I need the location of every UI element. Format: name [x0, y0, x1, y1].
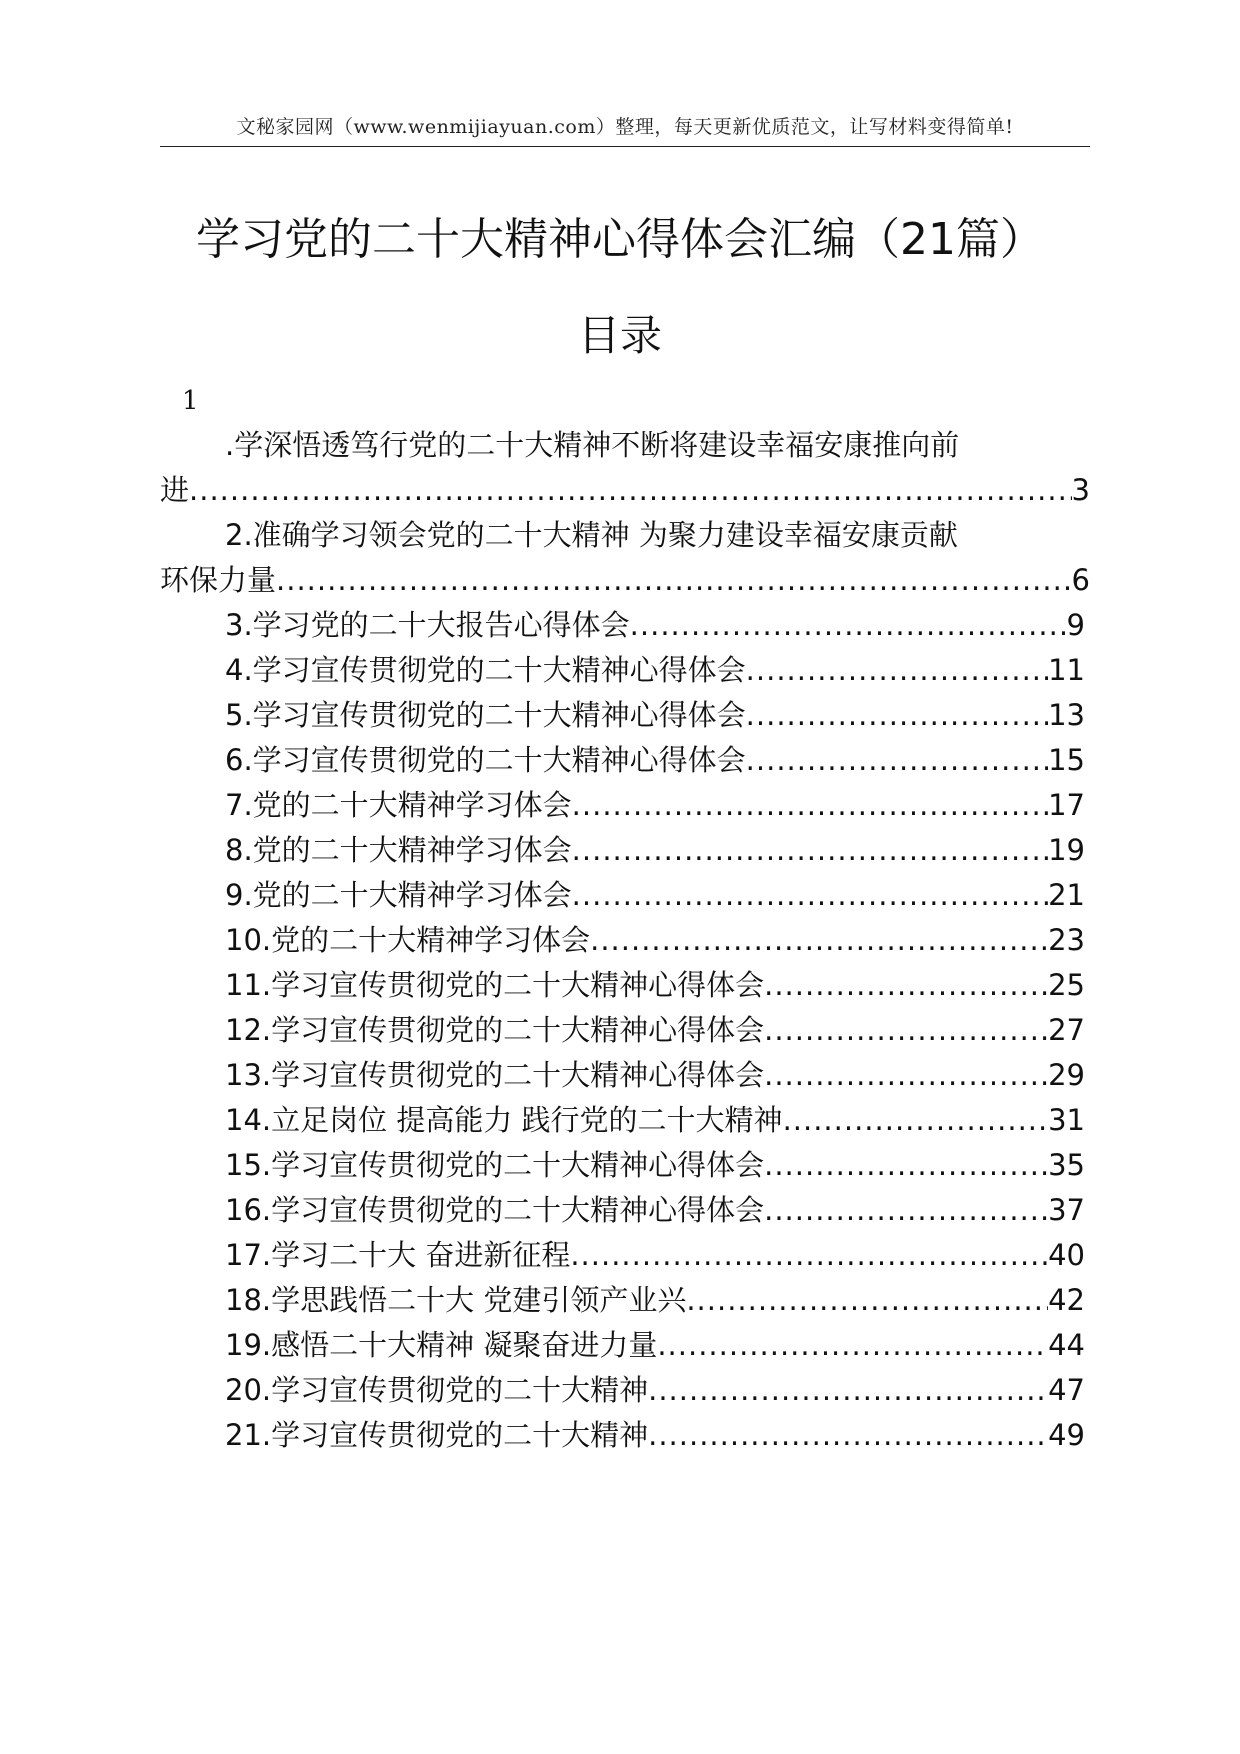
toc-heading: 目录 [577, 311, 662, 360]
toc-entry-page: 3 [1071, 473, 1090, 507]
toc-entry-page: 6 [1071, 563, 1090, 597]
dot-leader [572, 783, 1048, 828]
toc-entry-line [160, 423, 1090, 468]
toc-entry-1[interactable] [160, 423, 1090, 513]
dot-leader [590, 918, 1048, 963]
dot-leader [276, 558, 1072, 603]
toc-entry-title: 17.学习二十大 奋进新征程 [225, 1238, 571, 1272]
dot-leader [764, 1053, 1048, 1098]
toc-entry-17[interactable] [160, 1233, 1085, 1278]
dot-leader [189, 468, 1072, 513]
dot-leader [764, 963, 1048, 1008]
toc-entry-page: 37 [1048, 1193, 1085, 1227]
toc-entry-title: 15.学习宣传贯彻党的二十大精神心得体会 [225, 1148, 765, 1182]
toc-entry-title: 2.准确学习领会党的二十大精神 为聚力建设幸福安康贡献 [225, 518, 958, 552]
toc-entry-title: 12.学习宣传贯彻党的二十大精神心得体会 [225, 1013, 765, 1047]
toc-entry-6[interactable] [160, 738, 1085, 783]
toc-entry-page: 31 [1048, 1103, 1085, 1137]
toc-entry-page: 49 [1048, 1418, 1085, 1452]
toc-entry-title: 10.党的二十大精神学习体会 [225, 923, 591, 957]
toc-entry-title: 11.学习宣传贯彻党的二十大精神心得体会 [225, 968, 765, 1002]
toc-entry-15[interactable] [160, 1143, 1085, 1188]
document-title: 学习党的二十大精神心得体会汇编（21篇） [196, 214, 1044, 265]
toc-entry-page: 27 [1048, 1013, 1085, 1047]
toc-entry-title: 4.学习宣传贯彻党的二十大精神心得体会 [225, 653, 746, 687]
toc-entry-title: .学深悟透笃行党的二十大精神不断将建设幸福安康推向前 [225, 428, 960, 462]
toc-entry-9[interactable] [160, 873, 1085, 918]
toc-entry-title: 9.党的二十大精神学习体会 [225, 878, 572, 912]
toc-entry-line [160, 558, 1090, 603]
toc-entry-title: 5.学习宣传贯彻党的二十大精神心得体会 [225, 698, 746, 732]
toc-entry-title: 3.学习党的二十大报告心得体会 [225, 608, 630, 642]
toc-entry-page: 23 [1048, 923, 1085, 957]
toc-entry-10[interactable] [160, 918, 1085, 963]
dot-leader [630, 603, 1067, 648]
dot-leader [648, 1368, 1048, 1413]
toc-entry-title-cont: 进 [160, 473, 190, 507]
toc-entry-page: 11 [1048, 653, 1085, 687]
toc-entry-page: 25 [1048, 968, 1085, 1002]
toc-entry-21[interactable] [160, 1413, 1085, 1458]
page-header: 文秘家园网（www.wenmijiayuan.com）整理，每天更新优质范文，让写材料变得简单! [236, 116, 1014, 138]
toc-entry-19[interactable] [160, 1323, 1085, 1368]
toc-entry-3[interactable] [160, 603, 1085, 648]
dot-leader [570, 1233, 1048, 1278]
toc-entry-title-cont: 环保力量 [160, 563, 277, 597]
dot-leader [648, 1413, 1048, 1458]
toc-entry-page: 35 [1048, 1148, 1085, 1182]
table-of-contents [160, 423, 1090, 1458]
toc-entry-16[interactable] [160, 1188, 1085, 1233]
toc-entry-title: 6.学习宣传贯彻党的二十大精神心得体会 [225, 743, 746, 777]
dot-leader [657, 1323, 1048, 1368]
dot-leader [572, 873, 1048, 918]
toc-entry-14[interactable] [160, 1098, 1085, 1143]
header-rule [160, 146, 1090, 147]
toc-entry-13[interactable] [160, 1053, 1085, 1098]
dot-leader [746, 648, 1048, 693]
list-number: 1 [182, 386, 199, 416]
toc-entry-11[interactable] [160, 963, 1085, 1008]
toc-entry-page: 21 [1048, 878, 1085, 912]
dot-leader [746, 738, 1048, 783]
toc-entry-line [160, 513, 1090, 558]
toc-entry-page: 47 [1048, 1373, 1085, 1407]
toc-entry-page: 15 [1048, 743, 1085, 777]
toc-entry-8[interactable] [160, 828, 1085, 873]
dot-leader [764, 1188, 1048, 1233]
toc-entry-title: 7.党的二十大精神学习体会 [225, 788, 572, 822]
toc-entry-page: 29 [1048, 1058, 1085, 1092]
toc-entry-page: 17 [1048, 788, 1085, 822]
toc-entry-title: 13.学习宣传贯彻党的二十大精神心得体会 [225, 1058, 765, 1092]
toc-entry-page: 9 [1066, 608, 1085, 642]
dot-leader [764, 1008, 1048, 1053]
toc-entry-title: 18.学思践悟二十大 党建引领产业兴 [225, 1283, 687, 1317]
toc-entry-page: 13 [1048, 698, 1085, 732]
dot-leader [783, 1098, 1049, 1143]
toc-entry-title: 19.感悟二十大精神 凝聚奋进力量 [225, 1328, 658, 1362]
dot-leader [764, 1143, 1048, 1188]
dot-leader [686, 1278, 1048, 1323]
toc-entry-2[interactable] [160, 513, 1090, 603]
toc-entry-page: 19 [1048, 833, 1085, 867]
toc-entry-title: 14.立足岗位 提高能力 践行党的二十大精神 [225, 1103, 783, 1137]
toc-entry-18[interactable] [160, 1278, 1085, 1323]
toc-entry-page: 44 [1048, 1328, 1085, 1362]
toc-entry-line [160, 468, 1090, 513]
toc-entry-page: 42 [1048, 1283, 1085, 1317]
toc-entry-title: 8.党的二十大精神学习体会 [225, 833, 572, 867]
toc-entry-5[interactable] [160, 693, 1085, 738]
toc-entry-title: 20.学习宣传贯彻党的二十大精神 [225, 1373, 649, 1407]
dot-leader [572, 828, 1048, 873]
toc-entry-title: 16.学习宣传贯彻党的二十大精神心得体会 [225, 1193, 765, 1227]
toc-entry-page: 40 [1048, 1238, 1085, 1272]
toc-entry-20[interactable] [160, 1368, 1085, 1413]
toc-entry-7[interactable] [160, 783, 1085, 828]
toc-entry-4[interactable] [160, 648, 1085, 693]
dot-leader [746, 693, 1048, 738]
toc-entry-12[interactable] [160, 1008, 1085, 1053]
toc-entry-title: 21.学习宣传贯彻党的二十大精神 [225, 1418, 649, 1452]
toc-list [160, 603, 1090, 1458]
